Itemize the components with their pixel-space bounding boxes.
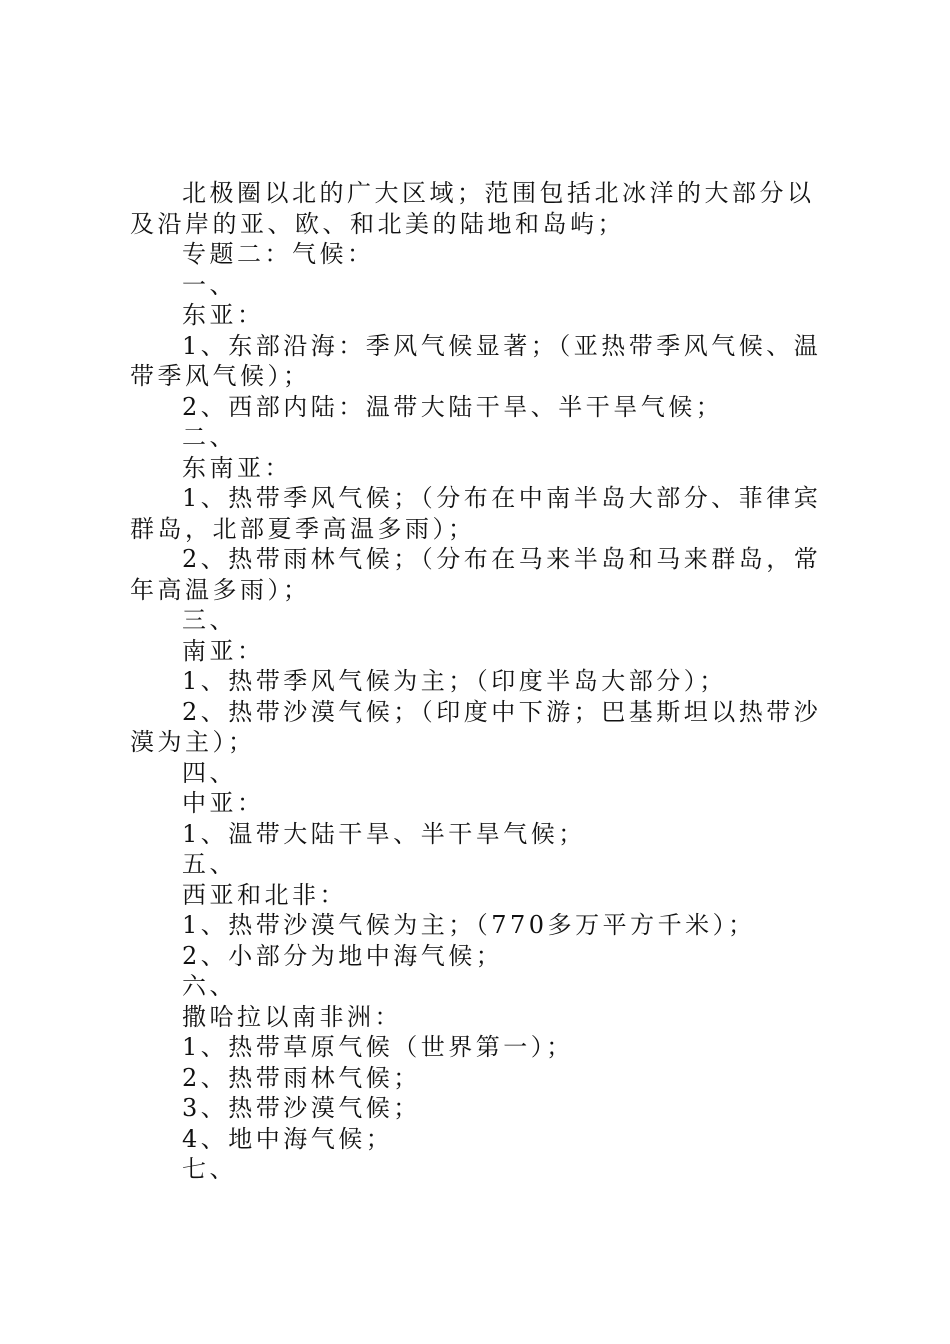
section-number-7: 七、 bbox=[182, 1155, 237, 1183]
document-body bbox=[130, 178, 835, 1185]
list-item: 1、热带草原气候（世界第一）； bbox=[182, 1033, 574, 1061]
list-item: 4、地中海气候； bbox=[182, 1124, 394, 1153]
region-heading-west-asia-north-africa: 西亚和北非： bbox=[182, 880, 347, 909]
paragraph-topic-two-climate: 专题二：气候： bbox=[182, 240, 375, 268]
region-heading-central-asia: 中亚： bbox=[182, 789, 265, 817]
section-number-5: 五、 bbox=[182, 850, 237, 878]
paragraph-arctic-region: 北极圈以北的广大区域；范围包括北冰洋的大部分以及沿岸的亚、欧、和北美的陆地和岛屿； bbox=[130, 179, 815, 238]
list-item: 1、热带沙漠气候为主；（770多万平方千米）； bbox=[182, 911, 756, 939]
region-heading-southeast-asia: 东南亚： bbox=[182, 453, 292, 482]
region-heading-south-asia: 南亚： bbox=[182, 636, 265, 665]
list-item: 2、热带雨林气候； bbox=[182, 1063, 421, 1092]
section-number-2: 二、 bbox=[182, 423, 237, 451]
list-item: 1、热带季风气候；（分布在中南半岛大部分、菲律宾群岛，北部夏季高温多雨）； bbox=[130, 484, 822, 543]
list-item: 2、小部分为地中海气候； bbox=[182, 941, 504, 970]
region-heading-east-asia: 东亚： bbox=[182, 301, 265, 329]
section-number-3: 三、 bbox=[182, 606, 237, 634]
section-number-6: 六、 bbox=[182, 972, 237, 1000]
section-number-4: 四、 bbox=[182, 758, 237, 787]
list-item: 2、西部内陆：温带大陆干旱、半干旱气候； bbox=[182, 392, 724, 421]
list-item: 2、热带雨林气候；（分布在马来半岛和马来群岛，常年高温多雨）； bbox=[130, 545, 822, 604]
list-item: 1、东部沿海：季风气候显著；（亚热带季风气候、温带季风气候）； bbox=[130, 331, 822, 390]
section-number-1: 一、 bbox=[182, 270, 237, 299]
list-item: 1、热带季风气候为主；（印度半岛大部分）； bbox=[182, 667, 727, 695]
list-item: 3、热带沙漠气候； bbox=[182, 1094, 421, 1122]
list-item: 2、热带沙漠气候；（印度中下游；巴基斯坦以热带沙漠为主）； bbox=[130, 697, 822, 756]
region-heading-sub-saharan-africa: 撒哈拉以南非洲： bbox=[182, 1002, 402, 1031]
list-item: 1、温带大陆干旱、半干旱气候； bbox=[182, 819, 586, 848]
